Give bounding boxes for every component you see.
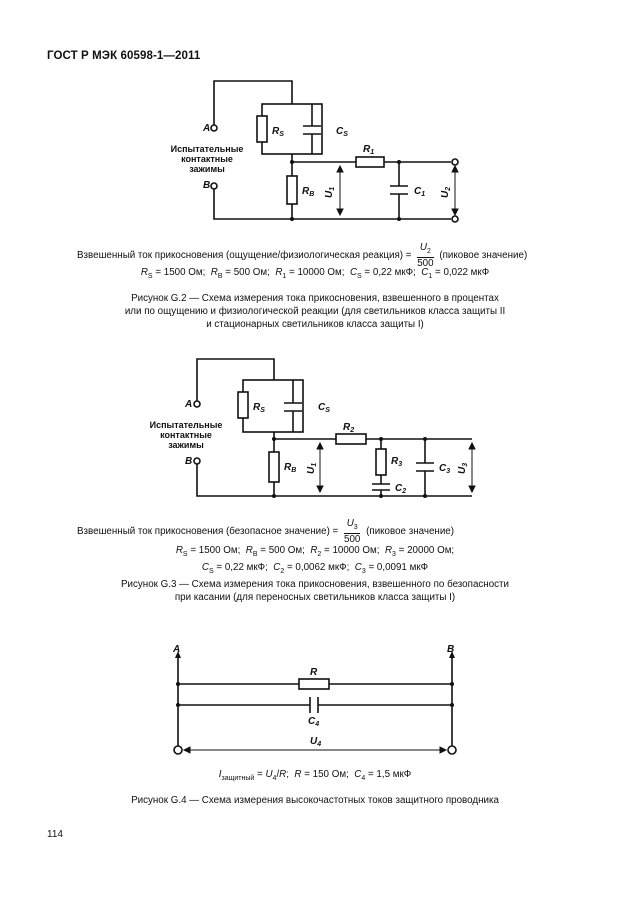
svg-text:C4 xyxy=(308,716,319,728)
fig3-formula-prefix: Взвешенный ток прикосновения (безопасное значение) = xyxy=(77,526,339,538)
fig2-terminal-a: A xyxy=(203,123,211,134)
fig4-caption: Рисунок G.4 — Схема измерения высокочастотных токов защитного проводника xyxy=(131,795,499,806)
svg-text:U1: $U_1$ xyxy=(324,186,336,198)
fig2-caption: Рисунок G.2 — Схема измерения тока прикосновения, взвешенного в процентах или по ощущению и физиологической реакции (для светильников класса защиты II и стационарных светильников класса защиты I) xyxy=(124,293,506,330)
fig3-contact-label-3: зажимы xyxy=(168,440,204,450)
fig3-formula xyxy=(77,518,454,545)
fig4-terminal-a: A xyxy=(173,644,181,655)
svg-text:C3: $C_3$ xyxy=(439,463,451,475)
fig3-contact-label-2: контактные xyxy=(160,430,212,440)
fig2-contact-label-3: зажимы xyxy=(189,164,225,174)
fig3-caption: Рисунок G.3 — Схема измерения тока прикосновения, взвешенного по безопасности при касании (для переносных светильников класса защиты I) xyxy=(120,579,510,603)
svg-text:CS: $C_S$ xyxy=(336,126,348,138)
fig4-capacitor-label: C xyxy=(308,716,316,727)
fig2-formula xyxy=(77,242,527,269)
fig4-voltage-sub: 4 xyxy=(317,741,322,748)
fig2-terminal-b: B xyxy=(203,180,211,191)
svg-text:RB: $R_B$ xyxy=(284,462,297,474)
document-header: ГОСТ Р МЭК 60598-1—2011 xyxy=(47,50,201,62)
fig2-formula-prefix: Взвешенный ток прикосновения (ощущение/физиологическая реакция) = xyxy=(77,250,412,262)
fig2-formula-suffix: (пиковое значение) xyxy=(439,250,528,262)
page-number: 114 xyxy=(47,829,63,840)
fig3-contact-label-1: Испытательные xyxy=(149,420,223,430)
fig2-fraction: $\frac{U_2}{500}$ xyxy=(417,242,434,269)
svg-text:RS: $R_S$ xyxy=(253,402,265,414)
fig4-resistor-label: R xyxy=(310,667,318,678)
svg-text:RB: $R_B$ xyxy=(302,186,315,198)
fig3-terminal-b: B xyxy=(185,456,193,467)
svg-text:R3: $R_3$ xyxy=(391,456,403,468)
fig4-terminal-b: B xyxy=(447,644,455,655)
fig2-params: $R_S = 1500$ Ом; $R_B = 500$ Ом; $R_1 = 10000$ Ом; $C_S = 0,22$ мкФ; $C_1 = 0,022$ мкФ xyxy=(140,267,490,280)
svg-text:CS: $C_S$ xyxy=(318,402,330,414)
svg-text:RS: $R_S$ xyxy=(272,126,284,138)
fig2-contact-label-1: Испытательные xyxy=(170,144,244,154)
svg-text:U3: $U_3$ xyxy=(457,462,469,474)
fig4-voltage-label: U xyxy=(310,736,318,747)
fig2-contact-label-2: контактные xyxy=(181,154,233,164)
fig3-params: $R_S = 1500$ Ом; $R_B = 500$ Ом; $R_2 = 10000$ Ом; $R_3 = 20000$ Ом; $C_S = 0,22$ мкФ; $C_2 = 0,0062$ мкФ; $C_3 = 0,0091$ мкФ xyxy=(175,545,455,575)
svg-text:U4 xyxy=(310,736,321,748)
svg-text:R2: $R_2$ xyxy=(343,422,355,434)
svg-text:C1: $C_1$ xyxy=(414,186,426,198)
svg-text:U1: $U_1$ xyxy=(306,462,318,474)
fig4-formula: $I_{защитный} = U_4/R$; R = 150 Ом; $C_4 = 1,5$ мкФ xyxy=(218,769,412,782)
fig4-capacitor-sub: 4 xyxy=(315,721,320,728)
fig3-fraction: $\frac{U_3}{500}$ xyxy=(344,518,361,545)
fig3-formula-suffix: (пиковое значение) xyxy=(366,526,455,538)
svg-text:C2: $C_2$ xyxy=(395,483,407,495)
svg-text:R1: $R_1$ xyxy=(363,144,375,156)
fig3-terminal-a: A xyxy=(185,399,193,410)
svg-text:U2: $U_2$ xyxy=(440,186,452,198)
